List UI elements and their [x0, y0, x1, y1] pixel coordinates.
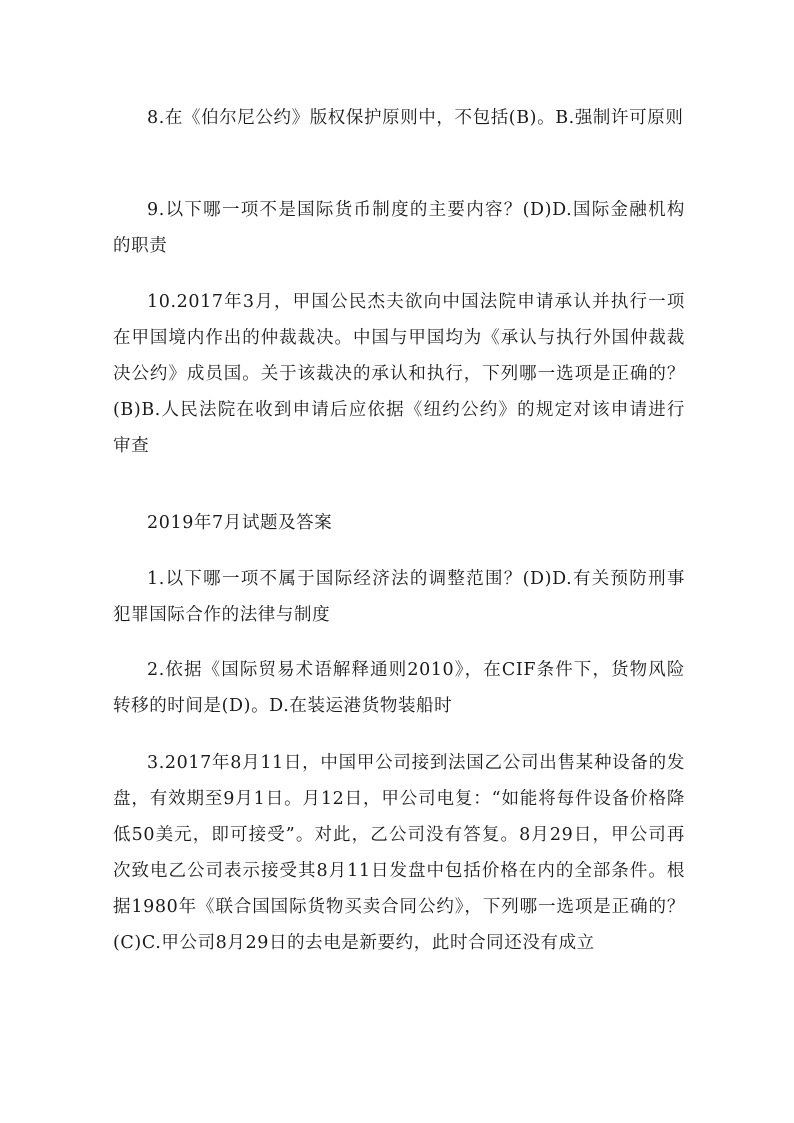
question-2-paragraph: 2.依据《国际贸易术语解释通则2010》，在CIF条件下，货物风险转移的时间是(D)。D.在装运港货物装船时 — [113, 660, 685, 716]
question-3-paragraph: 3.2017年8月11日，中国甲公司接到法国乙公司出售某种设备的发盘，有效期至9月1日。月12日，甲公司电复：“如能将每件设备价格降低50美元，即可接受”。对此，乙公司没有答复。8月29日，甲公司再次致电乙公司表示接受其8月11日发盘中包括价格在内的全部条件。根据1980年《联合国国际货物买卖合同公约》，下列哪一选项是正确的？(C)C.甲公司8月29日的去电是新要约，此时合同还没有成立 — [113, 753, 685, 953]
question-1-paragraph: 1.以下哪一项不属于国际经济法的调整范围？(D)D.有关预防刑事犯罪国际合作的法律与制度 — [113, 569, 685, 625]
section-heading: 2019年7月试题及答案 — [147, 513, 333, 533]
question-10-paragraph: 10.2017年3月，甲国公民杰夫欲向中国法院申请承认并执行一项在甲国境内作出的仲裁裁决。中国与甲国均为《承认与执行外国仲裁裁决公约》成员国。关于该裁决的承认和执行，下列哪一选项是正确的？(B)B.人民法院在收到申请后应依据《纽约公约》的规定对该申请进行审查 — [113, 292, 685, 456]
question-8-paragraph: 8.在《伯尔尼公约》版权保护原则中，不包括(B)。B.强制许可原则 — [147, 108, 684, 128]
question-9-paragraph: 9.以下哪一项不是国际货币制度的主要内容？(D)D.国际金融机构的职责 — [113, 200, 685, 256]
